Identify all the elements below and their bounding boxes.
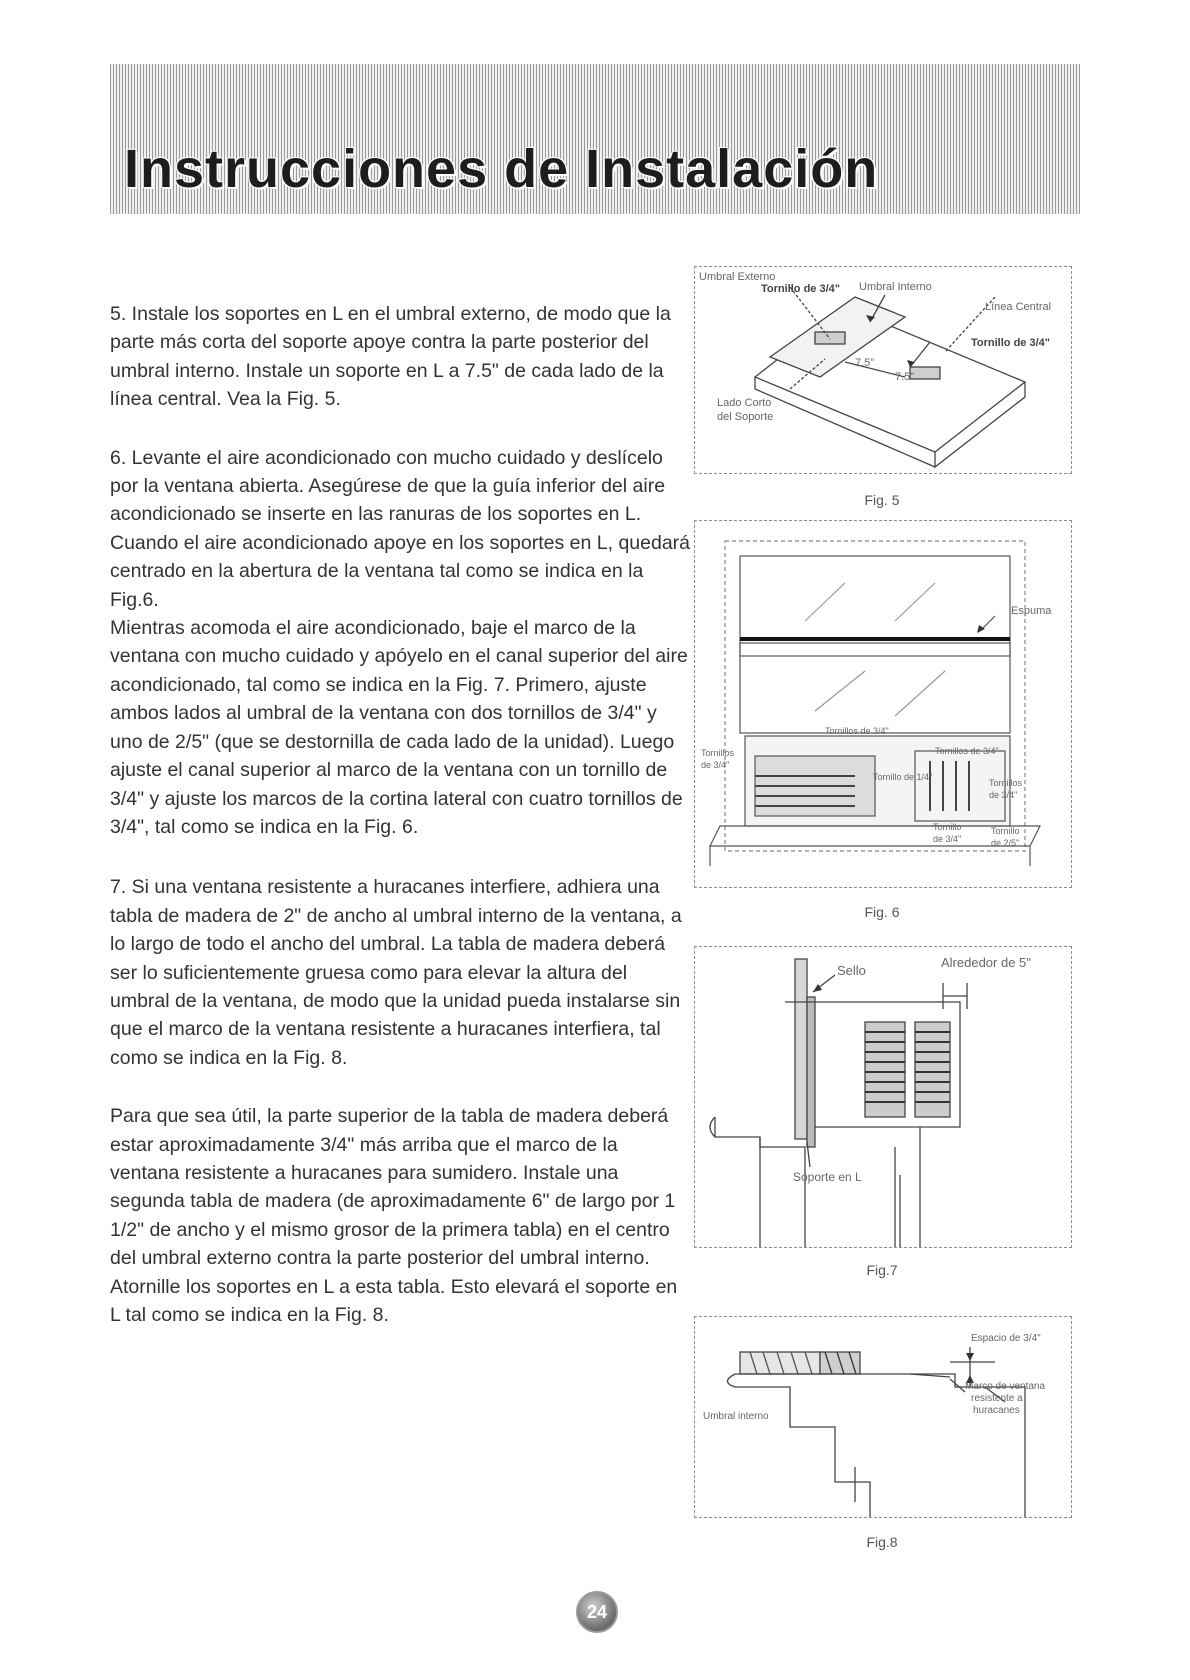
fig6-label-screws-left-2: de 3/4" (701, 760, 730, 770)
figure-7-drawing (695, 947, 1071, 1247)
fig6-label-screw-bottom-2: de 3/4" (933, 834, 962, 844)
fig5-label-screw-top: Tornillo de 3/4" (761, 283, 840, 295)
fig5-label-outer-sill: Umbral Externo (699, 271, 776, 283)
fig6-label-screws-left-1: Tornillos (701, 748, 735, 758)
instruction-text (110, 300, 690, 1329)
fig6-label-screw-bottom-r-2: de 2/5" (991, 838, 1020, 848)
fig8-label-inner-sill: Umbral interno (703, 1411, 769, 1422)
step-6-continued: Mientras acomoda el aire acondicionado, baje el marco de la ventana con mucho cuidado y apóyelo en el canal superior del aire acondicionado, tal como se indica en la Fig. 7. Primero, ajuste ambos lados al umbral de la ventana con dos tornillos de 3/4" y uno de 2/5" (que se destornilla de cada lado de la unidad). Luego ajuste el canal superior al marco de la ventana con un tornillo de 3/4" y ajuste los marcos de la cortina lateral con cuatro tornillos de 3/4", tal como se indica en la Fig. 6. (110, 617, 688, 838)
fig6-label-screws-right2-1: Tornillos (989, 778, 1023, 788)
fig5-label-dim-a: 7.5" (855, 357, 875, 369)
fig5-caption: Fig. 5 (864, 492, 900, 508)
fig6-label-screws-right2-2: de 3/4" (989, 790, 1018, 800)
figure-8 (694, 1316, 1072, 1518)
fig6-label-screw-center: Tornillo de 1/4" (873, 772, 933, 782)
fig8-label-frame-3: huracanes (973, 1405, 1020, 1416)
fig5-label-center-line: Línea Central (985, 301, 1052, 313)
fig6-label-screws-top: Tornillos de 3/4" (825, 726, 889, 736)
page-title: Instrucciones de Instalación (124, 139, 879, 199)
page-number-badge: 24 (576, 1591, 618, 1633)
fig7-label-bracket: Soporte en L (793, 1170, 862, 1184)
fig5-label-dim-b: 7.5" (895, 371, 915, 383)
fig8-label-gap: Espacio de 3/4" (971, 1333, 1041, 1344)
fig5-label-screw-right: Tornillo de 3/4" (971, 337, 1050, 349)
fig8-label-frame-1: Marco de ventana (965, 1381, 1046, 1392)
header-banner (110, 64, 1080, 214)
fig7-caption: Fig.7 (866, 1262, 898, 1278)
fig5-label-inner-sill: Umbral Interno (859, 281, 932, 293)
fig6-label-screws-right: Tornillos de 3/4" (935, 746, 999, 756)
step-5: 5. Instale los soportes en L en el umbral externo, de modo que la parte más corta del soporte apoye contra la parte posterior del umbral interno. Instale un soporte en L a 7.5" de cada lado de la línea central. Vea la Fig. 5. (110, 303, 671, 411)
figure-6 (694, 520, 1072, 888)
figure-5 (694, 266, 1072, 474)
step-6: 6. Levante el aire acondicionado con mucho cuidado y deslícelo por la ventana abierta. Asegúrese de que la guía inferior del aire acondicionado se inserte en las ranuras de los soportes en L. Cuando el aire acondicionado apoye en los soportes en L, quedará centrado en la abertura de la ventana tal como se indica en la Fig.6. (110, 446, 691, 611)
fig5-label-short-side-1: Lado Corto (717, 397, 772, 409)
figure-7 (694, 946, 1072, 1248)
fig8-caption: Fig.8 (866, 1534, 898, 1550)
fig6-label-foam: Espuma (1011, 605, 1052, 617)
fig6-label-screw-bottom-r-1: Tornillo (991, 826, 1020, 836)
step-7: 7. Si una ventana resistente a huracanes interfiere, adhiera una tabla de madera de 2" de ancho al umbral interno de la ventana, a lo largo de todo el ancho del umbral. La tabla de madera deberá ser lo suficientemente gruesa como para elevar la altura del umbral de la ventana, de modo que la unidad pueda instalarse sin que el marco de la ventana resistente a huracanes interfiera, tal como se indica en la Fig. 8. (110, 876, 682, 1069)
fig8-label-frame-2: resistente a (971, 1393, 1023, 1404)
fig6-label-screw-bottom-1: Tornillo (933, 822, 962, 832)
fig7-label-around: Alrededor de 5" (941, 955, 1031, 970)
figure-5-drawing (695, 267, 1071, 473)
step-7-continued: Para que sea útil, la parte superior de la tabla de madera deberá estar aproximadamente 3/4" más arriba que el marco de la ventana resistente a huracanes para sumidero. Instale una segunda tabla de madera (de aproximadamente 6" de largo por 1 1/2" de ancho y el mismo grosor de la primera tabla) en el centro del umbral externo contra la parte posterior del umbral interno. Atornille los soportes en L a esta tabla. Esto elevará el soporte en L tal como se indica en la Fig. 8. (110, 1105, 678, 1326)
fig6-caption: Fig. 6 (864, 904, 900, 920)
fig5-label-short-side-2: del Soporte (717, 411, 774, 423)
fig7-label-seal: Sello (837, 963, 866, 978)
